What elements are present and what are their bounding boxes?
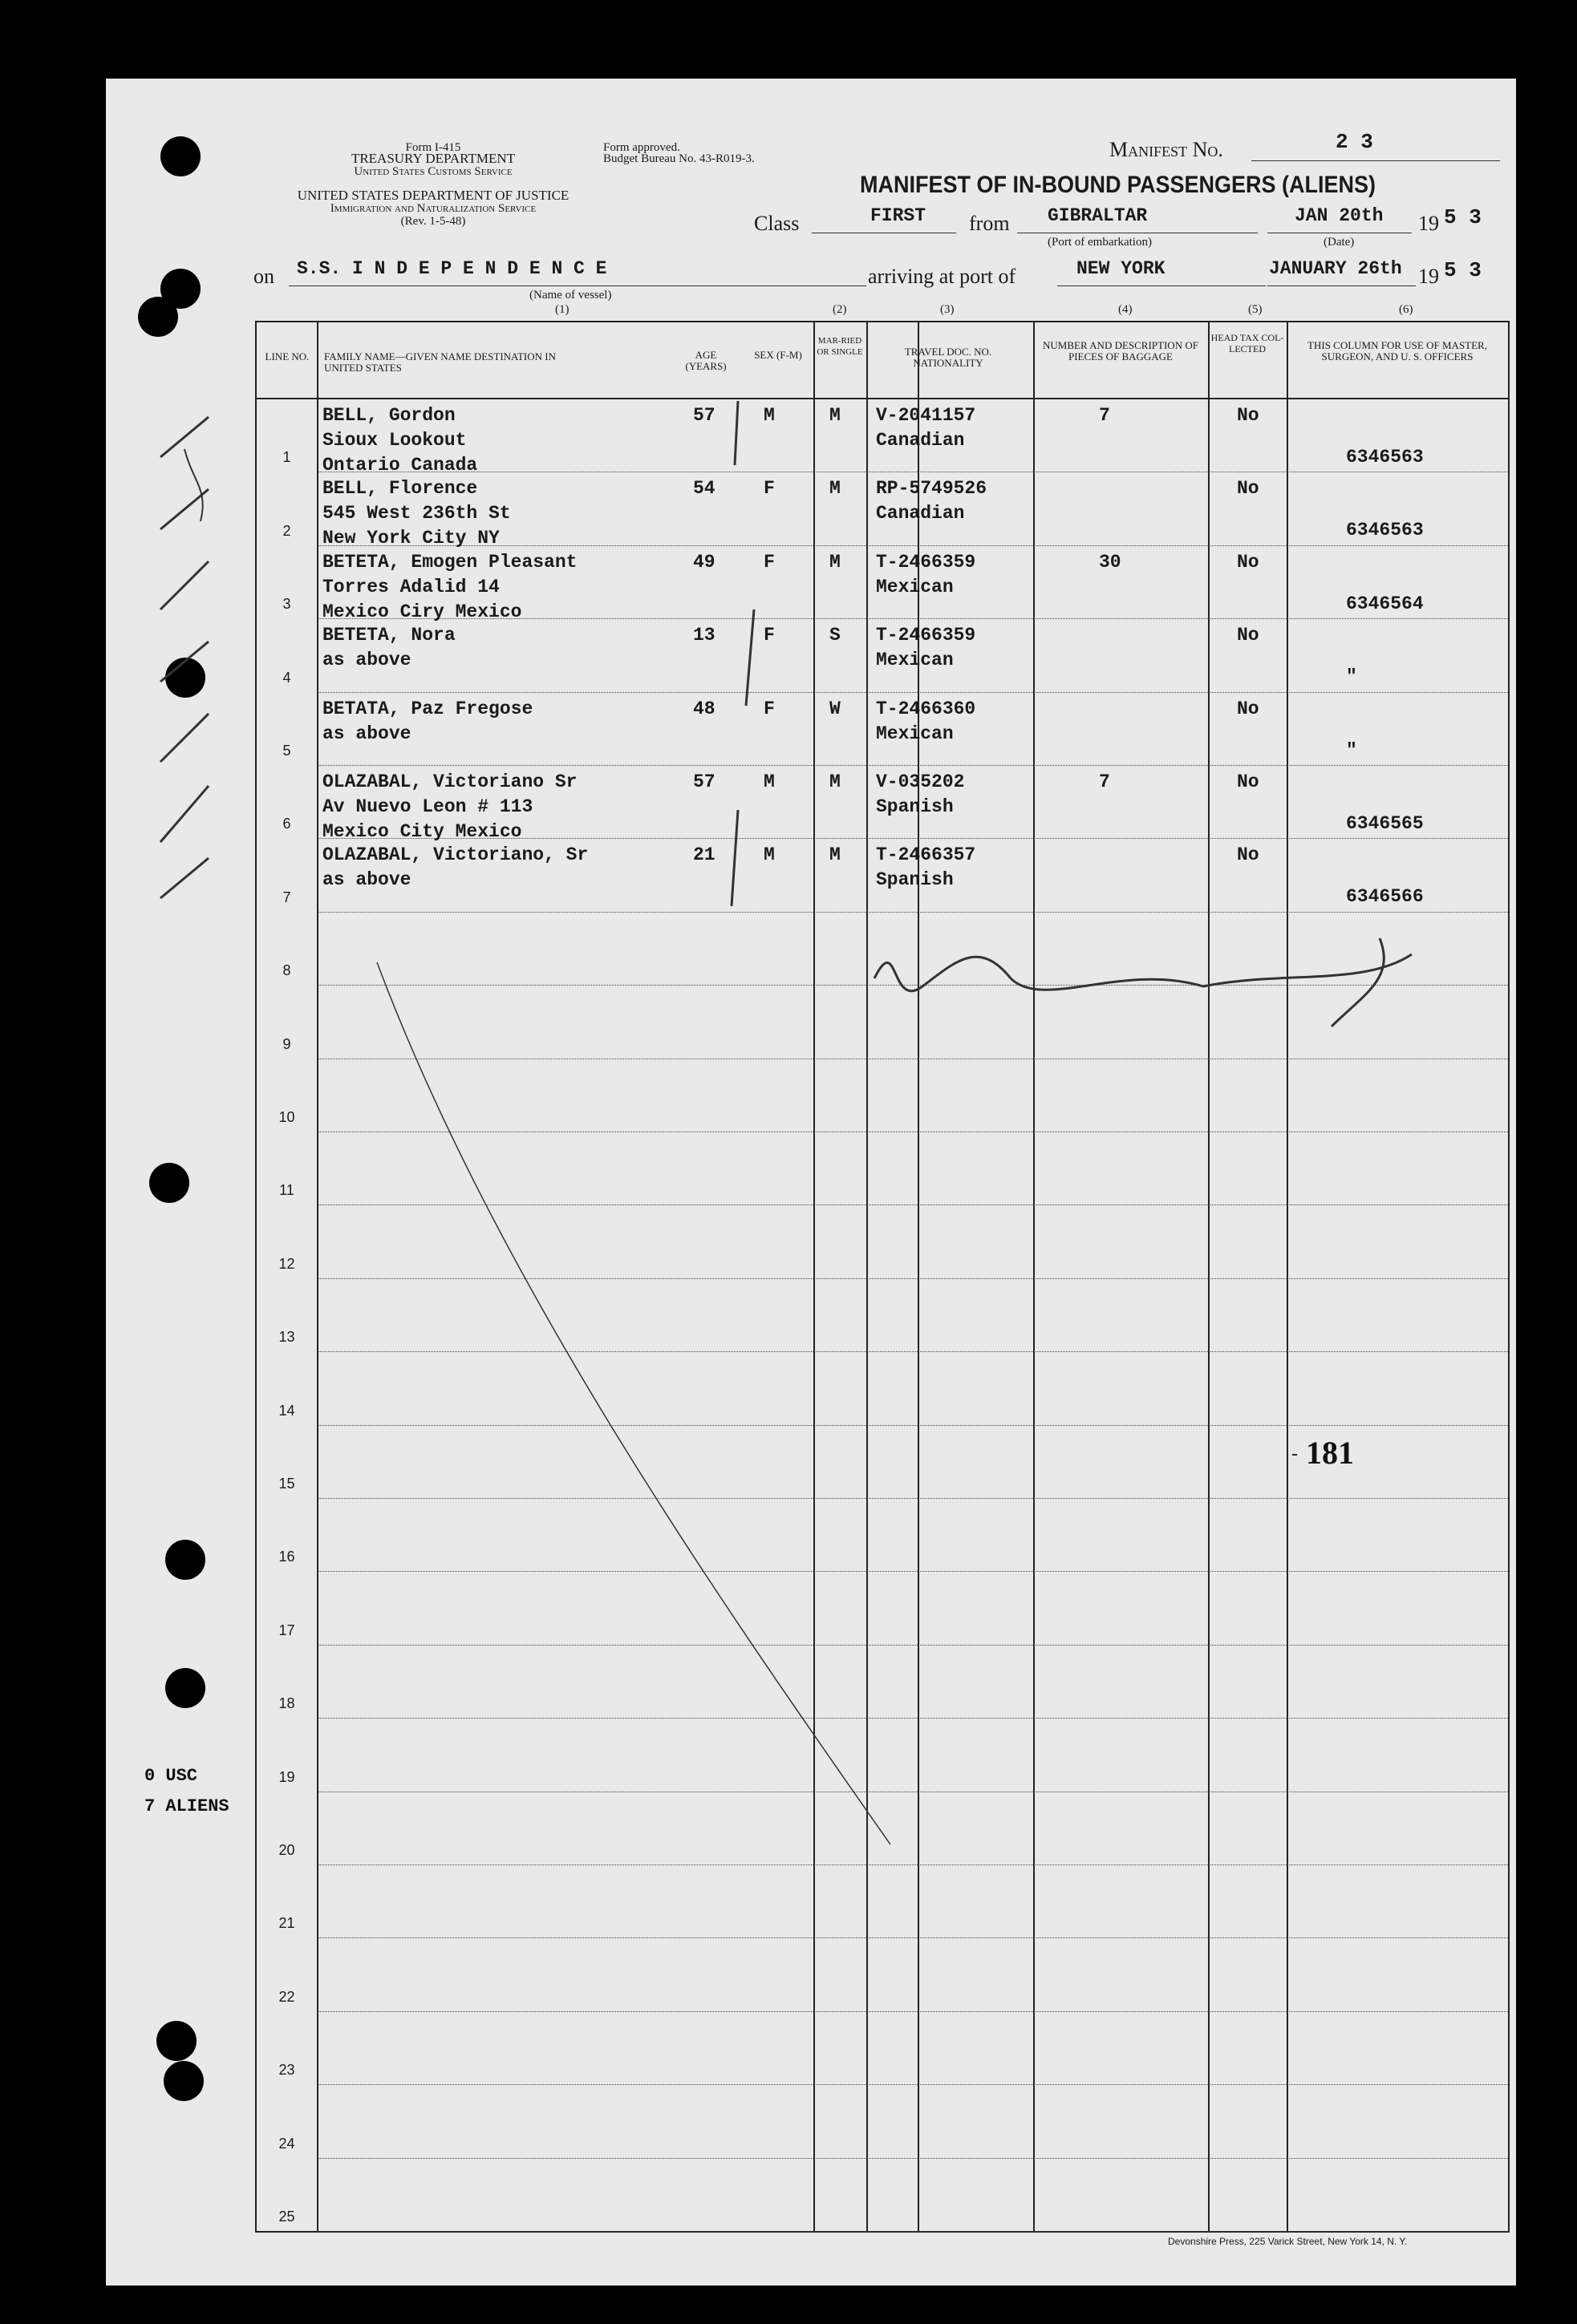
passenger-head-tax: No [1237,698,1259,719]
line-number: 1 [282,449,291,466]
line-number: 7 [282,889,291,905]
printer-footer: Devonshire Press, 225 Varick Street, New York 14, N. Y. [1168,2236,1408,2247]
dept-customs: United States Customs Service [354,165,513,178]
dept-ins: Immigration and Naturalization Service [330,202,537,215]
passenger-travel-doc: T-2466357 Spanish [876,844,976,891]
passenger-sex: F [764,625,775,646]
passenger-age: 21 [693,844,716,866]
passenger-officer-no: 6346564 [1346,593,1424,614]
arriving-label: arriving at port of [868,265,1016,288]
line-number: 12 [278,1255,295,1272]
passenger-marital: M [829,844,841,866]
passenger-age: 57 [693,771,716,792]
passenger-name: BETATA, Paz Fregose as above [322,698,533,744]
passenger-travel-doc: RP-5749526 Canadian [876,478,987,524]
passenger-officer-no: 6346565 [1346,813,1424,834]
dept-justice: UNITED STATES DEPARTMENT OF JUSTICE [297,188,570,203]
header-officers: THIS COLUMN FOR USE OF MASTER, SURGEON, AND U. S. OFFICERS [1307,339,1487,362]
header-age: AGE (YEARS) [685,349,727,372]
passenger-name: BELL, Gordon Sioux Lookout Ontario Canada [322,405,478,476]
form-number: Form I-415 [405,141,461,154]
passenger-age: 57 [693,405,716,426]
line-number: 20 [278,1842,295,1858]
passenger-officer-no: " [1346,739,1357,761]
arrival-year: 5 3 [1444,258,1482,282]
passenger-head-tax: No [1237,551,1259,573]
passenger-marital: M [829,551,841,573]
passenger-baggage: 7 [1099,405,1110,426]
vessel-name: S.S. I N D E P E N D E N C E [297,258,607,279]
passenger-officer-no: 6346566 [1346,886,1424,908]
line-number: 17 [278,1622,295,1638]
col3-caption: (3) [940,303,955,316]
line-number: 11 [279,1182,294,1199]
year-prefix: 19 [1418,212,1439,235]
passenger-sex: M [764,844,775,866]
line-number: 6 [282,816,291,832]
passenger-age: 48 [693,698,716,719]
passenger-sex: F [764,478,775,500]
passenger-sex: F [764,551,775,573]
col1-caption: (1) [555,303,570,316]
dept-treasury: TREASURY DEPARTMENT [351,151,516,166]
manifest-title: MANIFEST OF IN-BOUND PASSENGERS (ALIENS) [860,172,1376,198]
passenger-head-tax: No [1237,844,1259,866]
date-caption: (Date) [1324,236,1355,249]
line-number: 14 [278,1402,295,1419]
summary-aliens: 7 ALIENS [144,1796,229,1816]
arrival-year-prefix: 19 [1418,265,1439,288]
header-sex: SEX (F-M) [754,349,802,361]
class-value: FIRST [870,205,926,226]
vessel-caption: (Name of vessel) [529,289,612,302]
header-married: MAR-RIED OR SINGLE [817,336,863,357]
col4-caption: (4) [1118,303,1133,316]
manifest-label: Manifest No. [1109,138,1223,161]
line-number: 4 [282,669,291,686]
line-number: 8 [282,962,291,979]
line-number: 19 [278,1768,295,1785]
passenger-sex: M [764,405,775,426]
line-number: 24 [278,2135,295,2152]
header-head-tax: HEAD TAX COL-LECTED [1210,332,1284,354]
passenger-officer-no: 6346563 [1346,520,1424,541]
header-travel-doc: TRAVEL DOC. NO. NATIONALITY [904,346,992,369]
passenger-travel-doc: V-035202 Spanish [876,771,965,817]
passenger-head-tax: No [1237,478,1259,500]
passenger-sex: F [764,698,775,719]
passenger-head-tax: No [1237,771,1259,792]
line-number: 2 [282,522,291,539]
budget-bureau: Budget Bureau No. 43-R019-3. [603,152,755,165]
stamp-number: 181 [1306,1435,1354,1471]
stamp-dash: - [1291,1443,1298,1464]
line-number: 22 [278,1988,295,2005]
form-approved: Form approved. [603,141,680,154]
passenger-name: OLAZABAL, Victoriano, Sr as above [322,844,589,891]
form-rev: (Rev. 1-5-48) [400,215,466,228]
passenger-travel-doc: T-2466360 Mexican [876,698,976,744]
embarkation-date: JAN 20th [1295,205,1384,226]
passenger-name: BETETA, Nora as above [322,625,456,671]
passenger-head-tax: No [1237,625,1259,646]
line-number: 15 [278,1476,295,1492]
summary-usc: 0 USC [144,1766,198,1786]
line-number: 13 [278,1329,295,1346]
passenger-name: BELL, Florence 545 West 236th St New York City NY [322,478,511,549]
passenger-age: 54 [693,478,716,500]
passenger-officer-no: 6346563 [1346,447,1424,468]
header-name: FAMILY NAME—GIVEN NAME DESTINATION IN UNITED STATES [324,350,557,374]
passenger-travel-doc: T-2466359 Mexican [876,551,976,597]
from-label: from [969,212,1010,235]
arrival-date: JANUARY 26th [1269,258,1402,279]
passenger-travel-doc: T-2466359 Mexican [876,625,976,671]
line-number: 23 [278,2062,295,2079]
passenger-sex: M [764,771,775,792]
arrival-port: NEW YORK [1076,258,1166,279]
line-number: 25 [278,2209,295,2225]
passenger-marital: M [829,771,841,792]
col5-caption: (5) [1248,303,1263,316]
passenger-officer-no: " [1346,666,1357,688]
embarkation-port: GIBRALTAR [1048,205,1148,226]
embarkation-year: 5 3 [1444,205,1482,229]
manifest-number: 2 3 [1336,130,1373,154]
class-label: Class [754,212,800,235]
passenger-name: BETETA, Emogen Pleasant Torres Adalid 14 Mexico Ciry Mexico [322,551,578,622]
passenger-baggage: 7 [1099,771,1110,792]
line-number: 5 [282,743,291,759]
passenger-marital: W [829,698,841,719]
line-number: 16 [278,1549,295,1565]
line-number: 10 [278,1109,295,1125]
header-baggage: NUMBER AND DESCRIPTION OF PIECES OF BAGGAGE [1043,339,1198,362]
passenger-name: OLAZABAL, Victoriano Sr Av Nuevo Leon # 113 Mexico City Mexico [322,771,578,842]
passenger-marital: S [829,625,841,646]
passenger-age: 49 [693,551,716,573]
line-number: 18 [278,1695,295,1712]
line-number: 3 [282,596,291,613]
line-number: 21 [278,1915,295,1932]
passenger-age: 13 [693,625,716,646]
on-label: on [253,265,274,288]
passenger-baggage: 30 [1099,551,1121,573]
col6-caption: (6) [1399,303,1413,316]
line-number: 9 [282,1035,291,1052]
port-caption: (Port of embarkation) [1048,236,1152,249]
col2-caption: (2) [833,303,847,316]
header-line-no: LINE NO. [265,350,310,362]
passenger-marital: M [829,478,841,500]
passenger-travel-doc: V-2041157 Canadian [876,405,976,451]
passenger-head-tax: No [1237,405,1259,426]
passenger-marital: M [829,405,841,426]
